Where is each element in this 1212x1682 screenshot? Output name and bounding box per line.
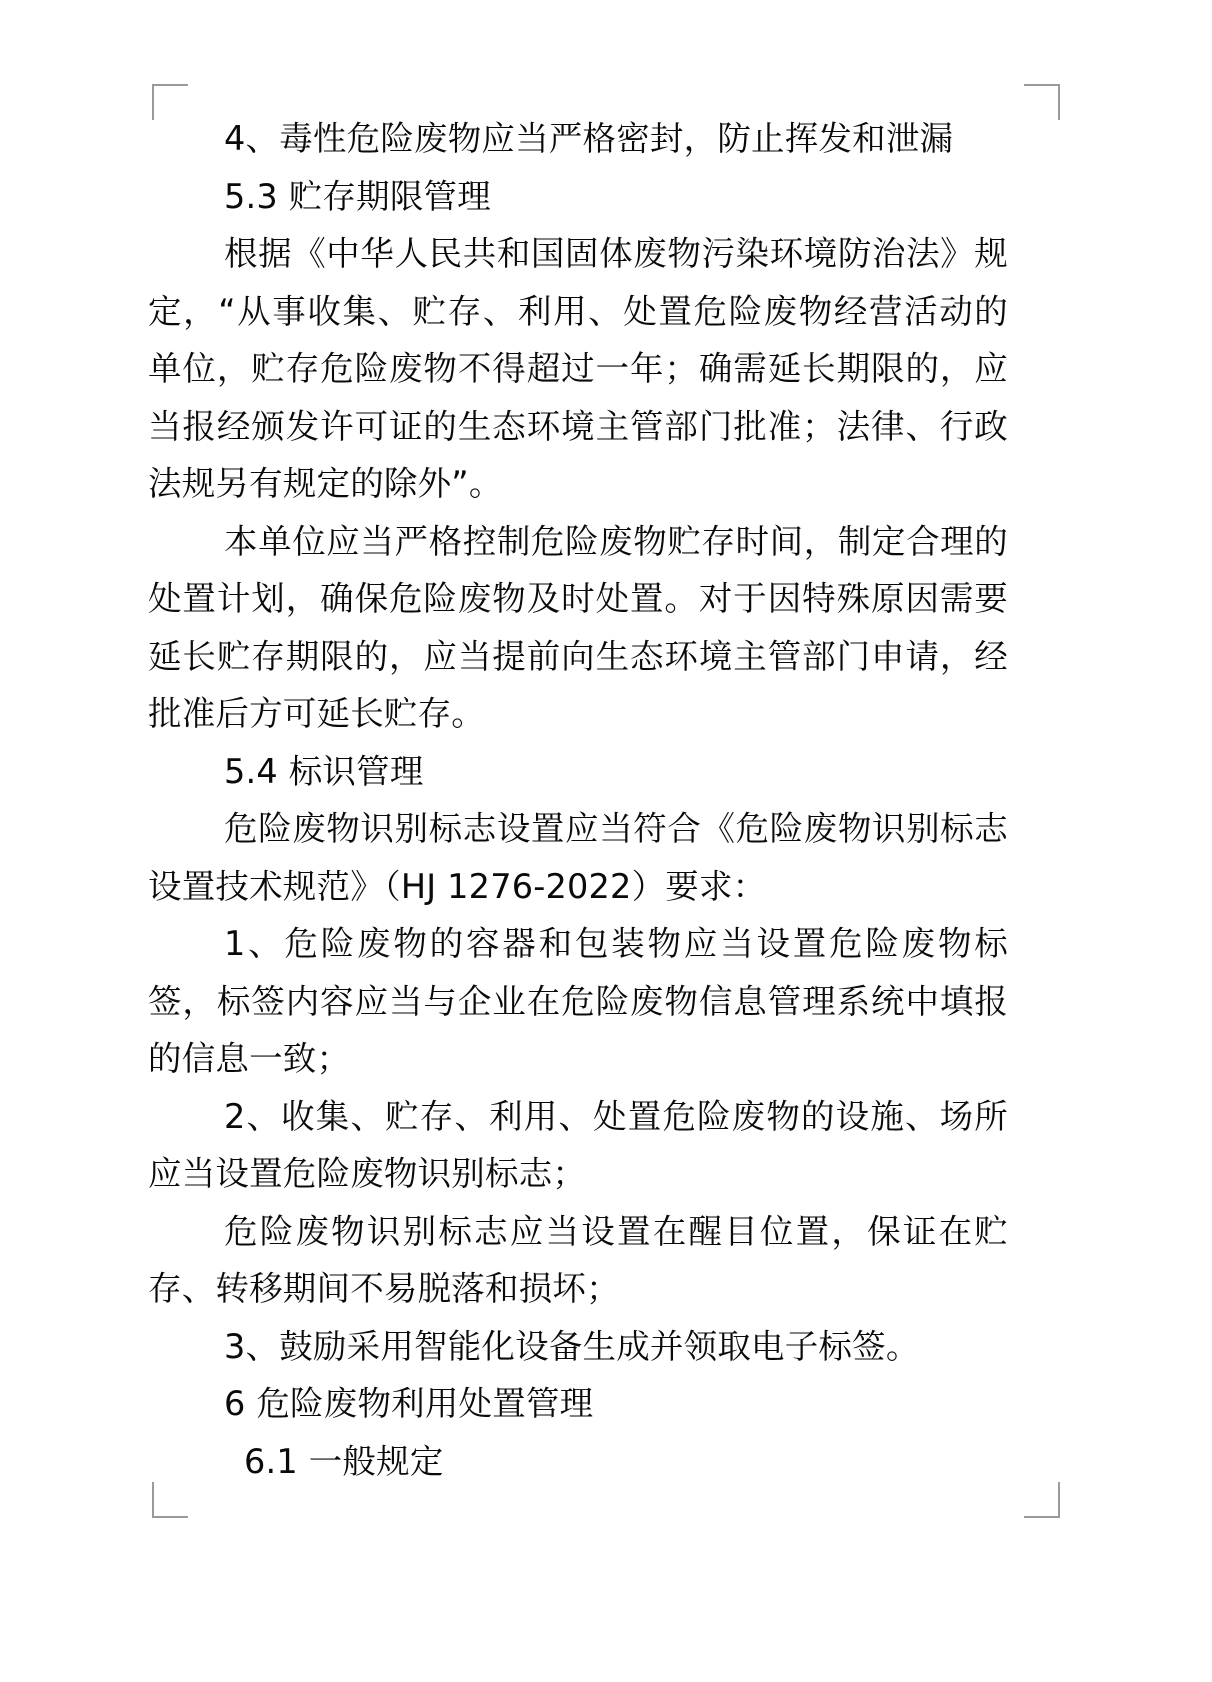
paragraph: 2、收集、贮存、利用、处置危险废物的设施、场所应当设置危险废物识别标志； — [148, 1096, 1008, 1193]
paragraph: 危险废物识别标志设置应当符合《危险废物识别标志设置技术规范》（HJ 1276-2022）要求： — [148, 809, 1008, 906]
crop-mark-bottom-right — [1024, 1482, 1060, 1518]
paragraph: 4、毒性危险废物应当严格密封，防止挥发和泄漏 — [224, 119, 954, 158]
paragraph: 根据《中华人民共和国固体废物污染环境防治法》规定，“从事收集、贮存、利用、处置危险废物经营活动的单位，贮存危险废物不得超过一年；确需延长期限的，应当报经颁发许可证的生态环境主管部门批准；法律、行政法规另有规定的除外”。 — [148, 234, 1008, 503]
section-heading-6-1: 6.1 一般规定 — [244, 1441, 444, 1481]
paragraph: 1、危险废物的容器和包装物应当设置危险废物标签，标签内容应当与企业在危险废物信息管理系统中填报的信息一致； — [148, 924, 1008, 1078]
crop-mark-top-right — [1024, 84, 1060, 120]
document-body — [148, 110, 1008, 1490]
paragraph: 3、鼓励采用智能化设备生成并领取电子标签。 — [224, 1326, 920, 1366]
section-heading-5-3: 5.3 贮存期限管理 — [224, 176, 491, 216]
paragraph: 危险废物识别标志应当设置在醒目位置，保证在贮存、转移期间不易脱落和损坏； — [148, 1211, 1008, 1308]
section-heading-5-4: 5.4 标识管理 — [224, 751, 424, 791]
paragraph: 本单位应当严格控制危险废物贮存时间，制定合理的处置计划，确保危险废物及时处置。对于因特殊原因需要延长贮存期限的，应当提前向生态环境主管部门申请，经批准后方可延长贮存。 — [148, 521, 1008, 733]
section-heading-6: 6 危险废物利用处置管理 — [224, 1384, 594, 1423]
